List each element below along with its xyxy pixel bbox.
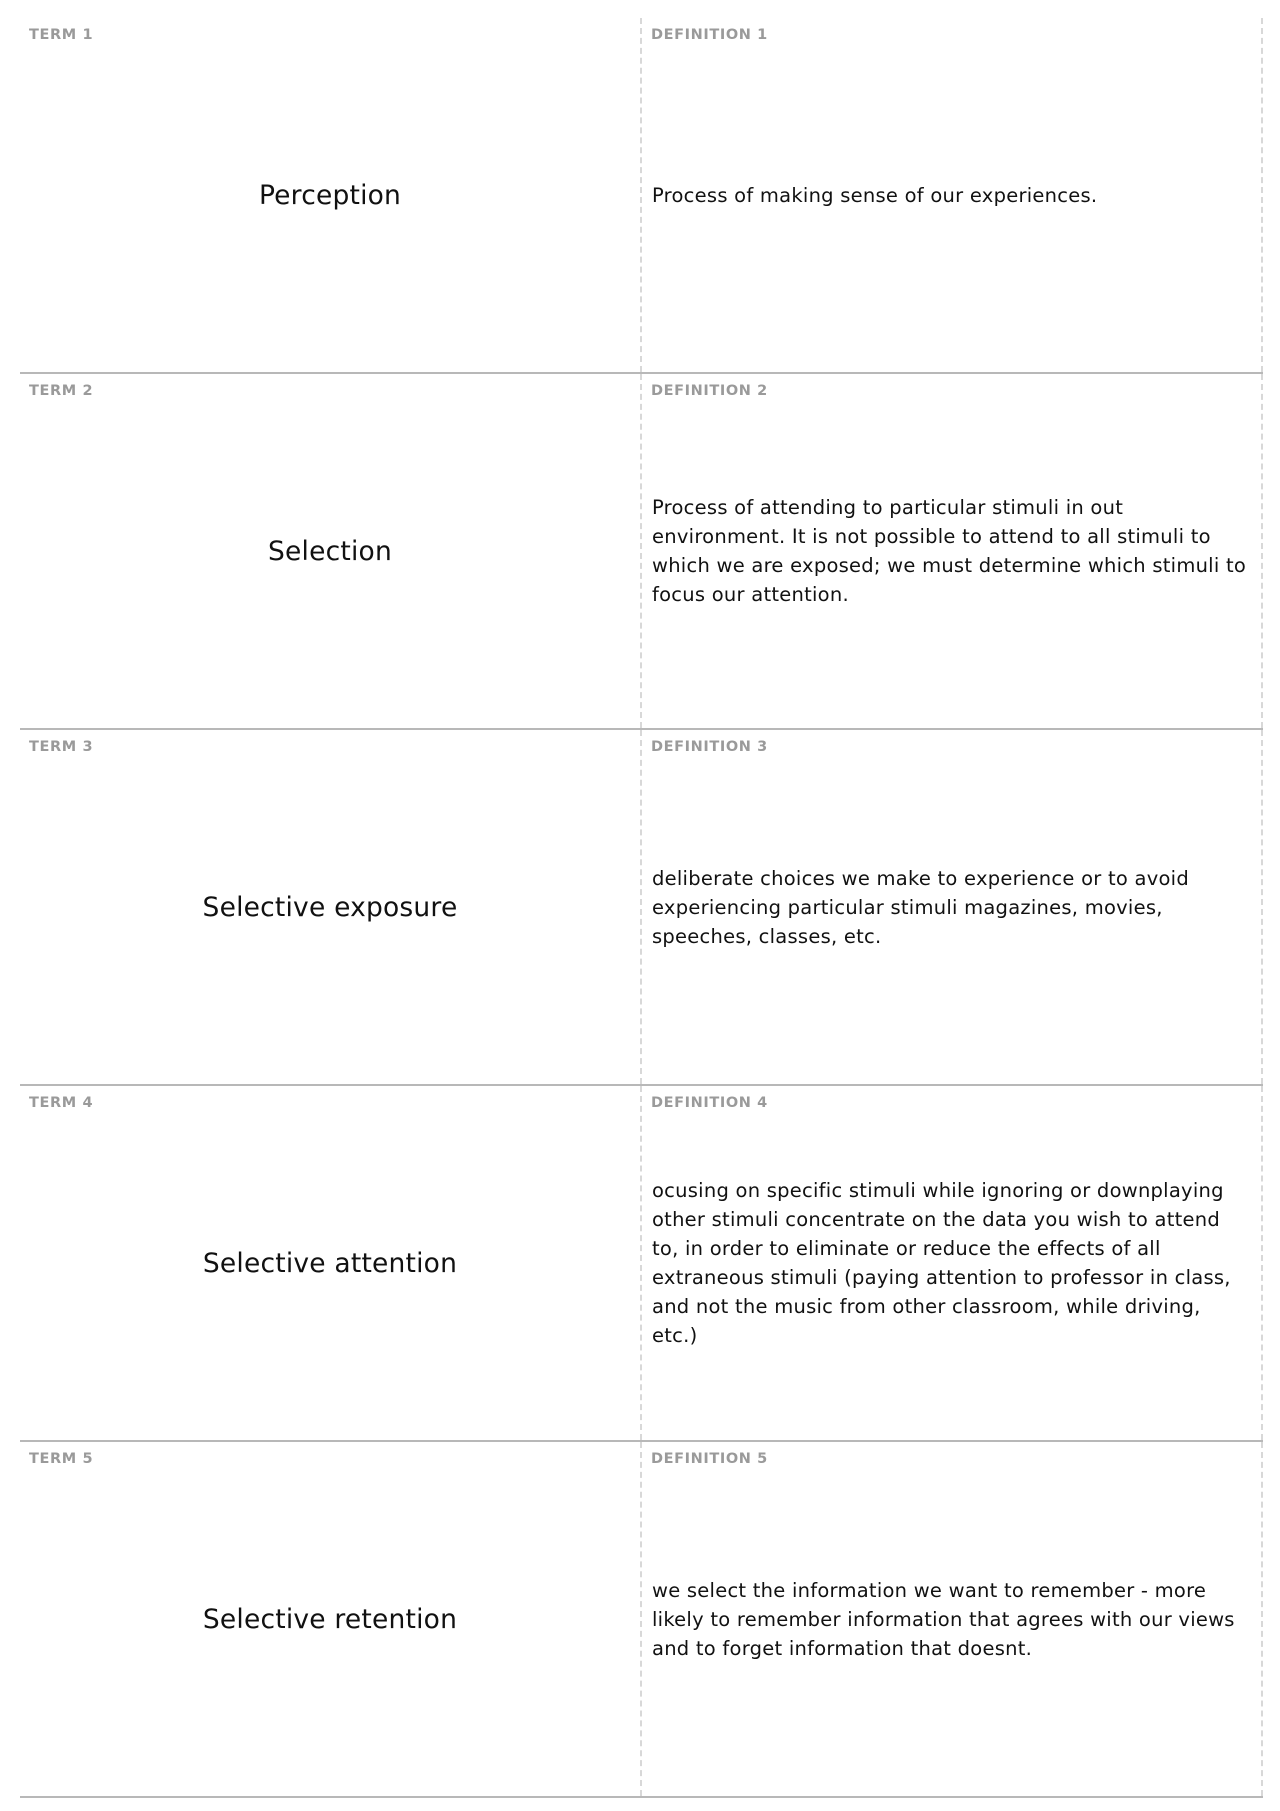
term-text: Selective exposure (202, 891, 458, 923)
term-cell (20, 18, 642, 372)
flashcard-row (20, 1442, 1263, 1798)
definition-cell (642, 730, 1263, 1084)
definition-content: Process of attending to particular stimuli in out environment. It is not possible to attend to all stimuli to which we are exposed; we must determine which stimuli to focus our attention. (652, 496, 1247, 606)
definition-content: we select the information we want to remember - more likely to remember information that agrees with our views and to forget information that doesnt. (652, 1578, 1235, 1660)
definition-content: deliberate choices we make to experience or to avoid experiencing particular stimuli magazines, movies, speeches, classes, etc. (652, 866, 1189, 948)
flashcard-row (20, 374, 1263, 730)
term-label: TERM 1 (29, 27, 94, 43)
term-cell (20, 730, 642, 1084)
flashcard-row (20, 18, 1263, 374)
definition-label: DEFINITION 3 (651, 739, 768, 755)
definition-label: DEFINITION 2 (651, 383, 768, 399)
term-cell (20, 1442, 642, 1796)
definition-text (652, 374, 1251, 728)
term-cell (20, 374, 642, 728)
term-text: Perception (258, 179, 402, 211)
definition-cell (642, 1442, 1263, 1796)
term-text: Selection (268, 535, 392, 567)
definition-text (652, 18, 1251, 372)
term-label: TERM 4 (29, 1095, 94, 1111)
flashcard-row (20, 730, 1263, 1086)
definition-cell (642, 1086, 1263, 1440)
definition-text (652, 1442, 1251, 1796)
definition-text (652, 730, 1251, 1084)
flashcard-sheet (20, 18, 1263, 1803)
definition-cell (642, 18, 1263, 372)
term-text: Selective attention (202, 1247, 458, 1279)
term-label: TERM 3 (29, 739, 94, 755)
term-text: Selective retention (202, 1603, 458, 1635)
definition-content: ocusing on specific stimuli while ignoring or downplaying other stimuli concentrate on the data you wish to attend to, in order to eliminate or reduce the effects of all extraneous stimuli (paying attention to professor in class, and not the music from other classroom, while driving, etc.) (652, 1179, 1231, 1347)
term-label: TERM 5 (29, 1451, 94, 1467)
term-cell (20, 1086, 642, 1440)
definition-cell (642, 374, 1263, 728)
term-label: TERM 2 (29, 383, 94, 399)
definition-label: DEFINITION 5 (651, 1451, 768, 1467)
definition-text (652, 1086, 1251, 1440)
definition-label: DEFINITION 1 (651, 27, 768, 43)
flashcard-row (20, 1086, 1263, 1442)
definition-label: DEFINITION 4 (651, 1095, 768, 1111)
definition-content: Process of making sense of our experiences. (652, 183, 1098, 207)
